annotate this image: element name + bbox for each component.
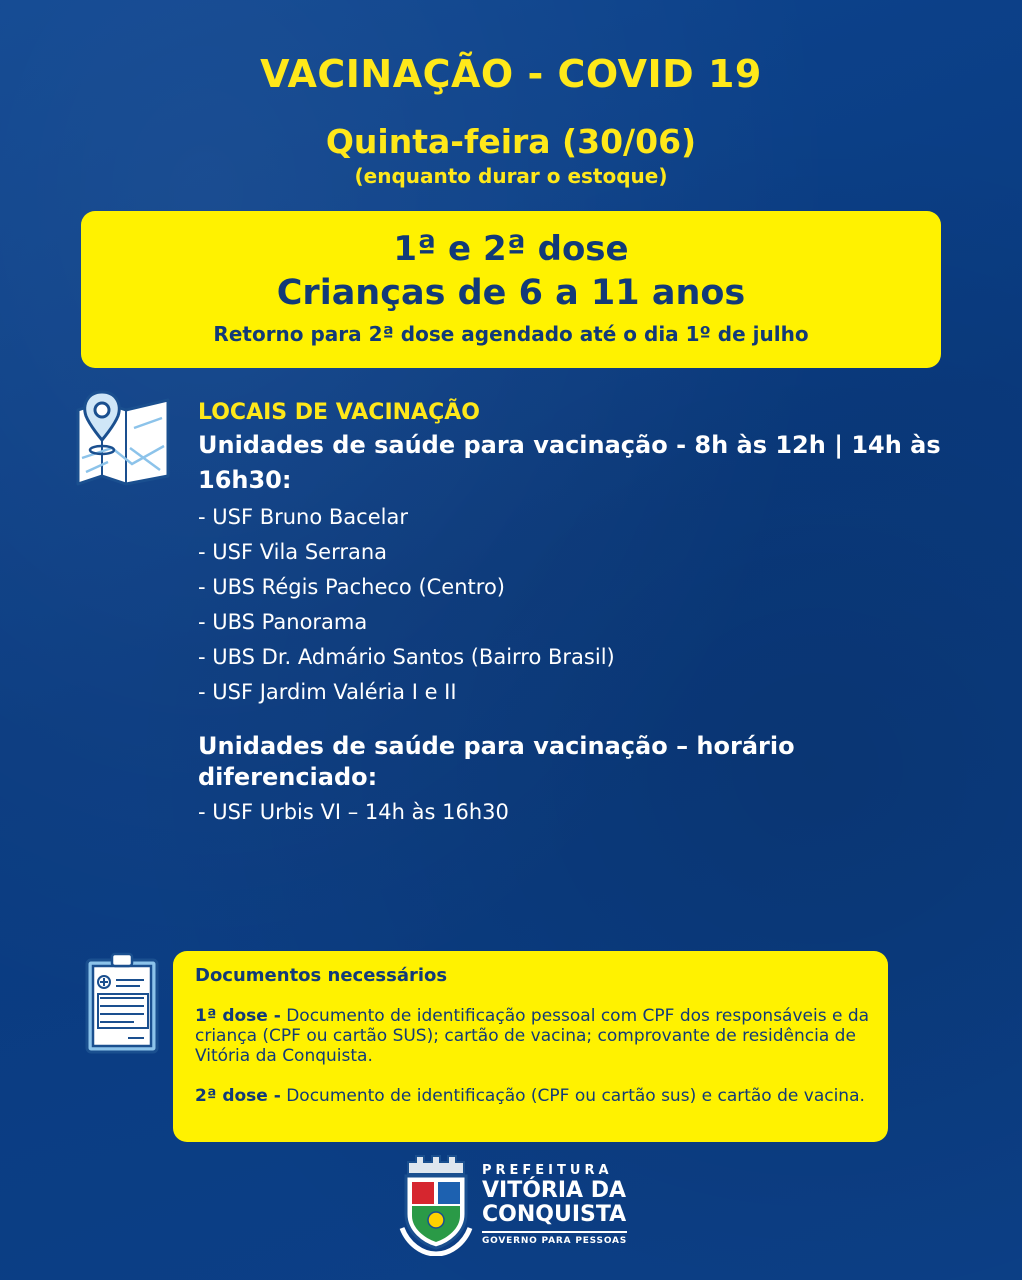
- logo-slogan: GOVERNO PARA PESSOAS: [482, 1231, 627, 1246]
- units-list: [198, 502, 615, 712]
- dose1-label: 1ª dose -: [195, 1006, 281, 1026]
- dose2-requirements: [195, 1086, 875, 1106]
- list-item: - USF Vila Serrana: [198, 540, 388, 564]
- clipboard-icon: [84, 950, 164, 1056]
- dose1-requirements: [195, 1006, 875, 1066]
- units-heading: Unidades de saúde para vacinação - 8h às 12h | 14h às 16h30:: [198, 431, 941, 494]
- dose2-label: 2ª dose -: [195, 1086, 281, 1106]
- date-heading: Quinta-feira (30/06): [325, 122, 697, 161]
- dose-banner: [81, 211, 941, 368]
- return-note: Retorno para 2ª dose agendado até o dia 1º de julho: [213, 322, 809, 346]
- dose1-text: Documento de identificação pessoal com CPF dos responsáveis e da criança (CPF ou cartão SUS); cartão de vacina; comprovante de residência de Vitória da Conquista.: [195, 1006, 870, 1066]
- documents-title: Documentos necessários: [195, 965, 448, 986]
- page-title: VACINAÇÃO - COVID 19: [260, 52, 762, 96]
- diff-units-heading: Unidades de saúde para vacinação – horário diferenciado:: [198, 732, 795, 791]
- list-item: - UBS Panorama: [198, 610, 368, 634]
- dose-label: 1ª e 2ª dose: [393, 229, 629, 269]
- logo-city-line2: CONQUISTA: [482, 1202, 627, 1227]
- city-crest-icon: [398, 1152, 474, 1256]
- documents-panel: [173, 951, 888, 1142]
- list-item: - UBS Régis Pacheco (Centro): [198, 575, 505, 599]
- logo-prefeitura-text: PREFEITURA: [482, 1163, 613, 1178]
- locations-title: LOCAIS DE VACINAÇÃO: [198, 400, 480, 425]
- prefeitura-logo: [482, 1163, 627, 1247]
- logo-city-line1: VITÓRIA DA: [482, 1178, 627, 1203]
- stock-note: (enquanto durar o estoque): [354, 164, 668, 188]
- list-item: - USF Bruno Bacelar: [198, 505, 408, 529]
- map-pin-icon: [72, 388, 174, 488]
- list-item: - UBS Dr. Admário Santos (Bairro Brasil): [198, 645, 615, 669]
- diff-units-list: [198, 797, 509, 827]
- list-item: - USF Jardim Valéria I e II: [198, 680, 457, 704]
- dose2-text: Documento de identificação (CPF ou cartão sus) e cartão de vacina.: [280, 1086, 865, 1106]
- audience-label: Crianças de 6 a 11 anos: [276, 273, 746, 313]
- list-item: - USF Urbis VI – 14h às 16h30: [198, 800, 509, 824]
